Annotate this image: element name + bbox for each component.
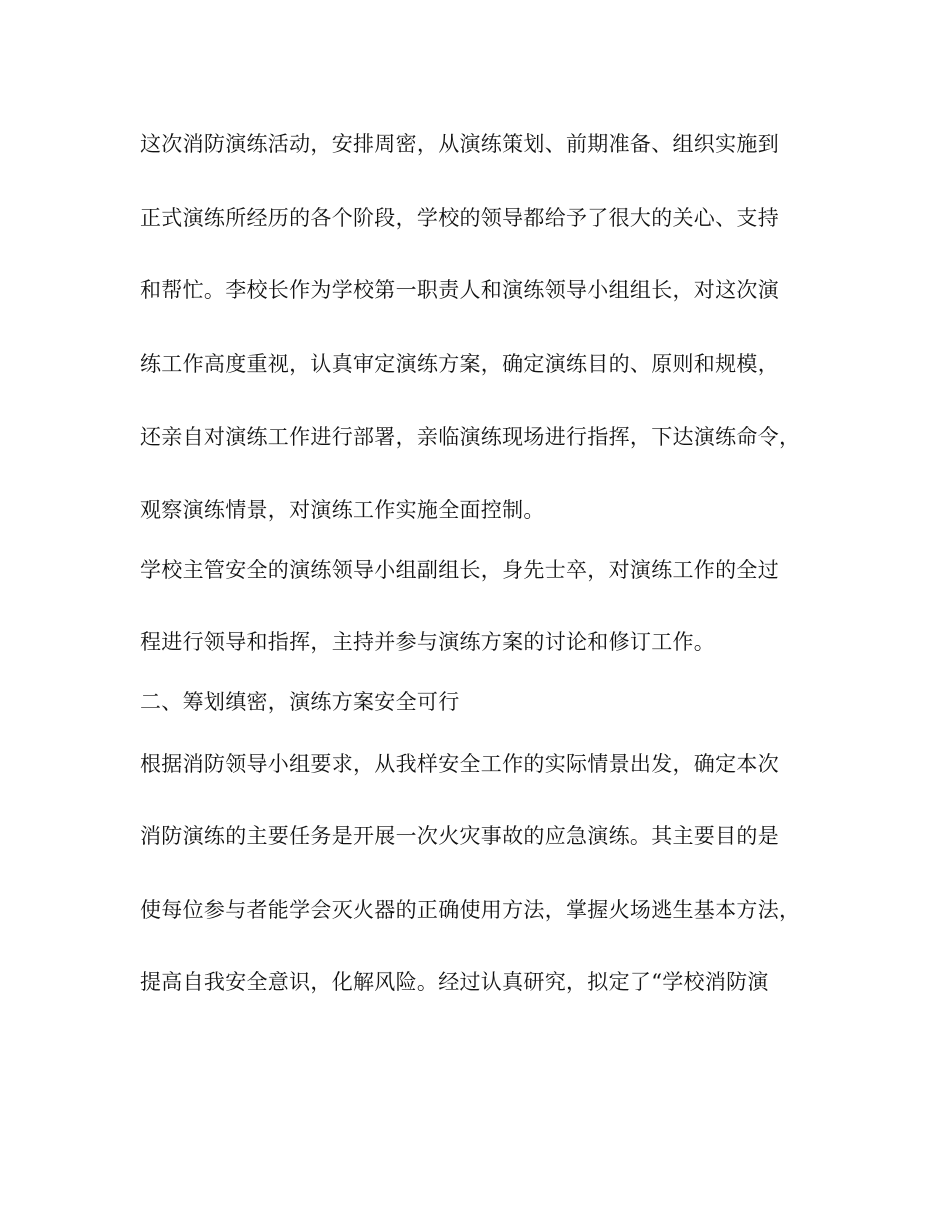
section-heading: 二、筹划缜密，演练方案安全可行: [140, 690, 460, 714]
body-text-line: 根据消防领导小组要求，从我样安全工作的实际情景出发，确定本次: [140, 752, 779, 776]
body-text-line: 观察演练情景，对演练工作实施全面控制。: [140, 498, 545, 522]
body-text-line: 这次消防演练活动，安排周密，从演练策划、前期准备、组织实施到: [140, 132, 779, 156]
body-text-line: 提高自我安全意识，化解风险。经过认真研究，拟定了“学校消防演: [140, 970, 769, 994]
body-text-line: 程进行领导和指挥，主持并参与演练方案的讨论和修订工作。: [140, 630, 716, 654]
body-text-line: 还亲自对演练工作进行部署，亲临演练现场进行指挥，下达演练命令，: [140, 425, 801, 449]
body-text-line: 学校主管安全的演练领导小组副组长，身先士卒，对演练工作的全过: [140, 558, 779, 582]
body-text-line: 使每位参与者能学会灭火器的正确使用方法，掌握火场逃生基本方法，: [140, 898, 801, 922]
body-text-line: 正式演练所经历的各个阶段，学校的领导都给予了很大的关心、支持: [140, 206, 779, 230]
body-text-line: 消防演练的主要任务是开展一次火灾事故的应急演练。其主要目的是: [140, 824, 779, 848]
body-text-line: 和帮忙。李校长作为学校第一职责人和演练领导小组组长，对这次演: [140, 278, 779, 302]
body-text-line: 练工作高度重视，认真审定演练方案，确定演练目的、原则和规模，: [140, 352, 779, 376]
